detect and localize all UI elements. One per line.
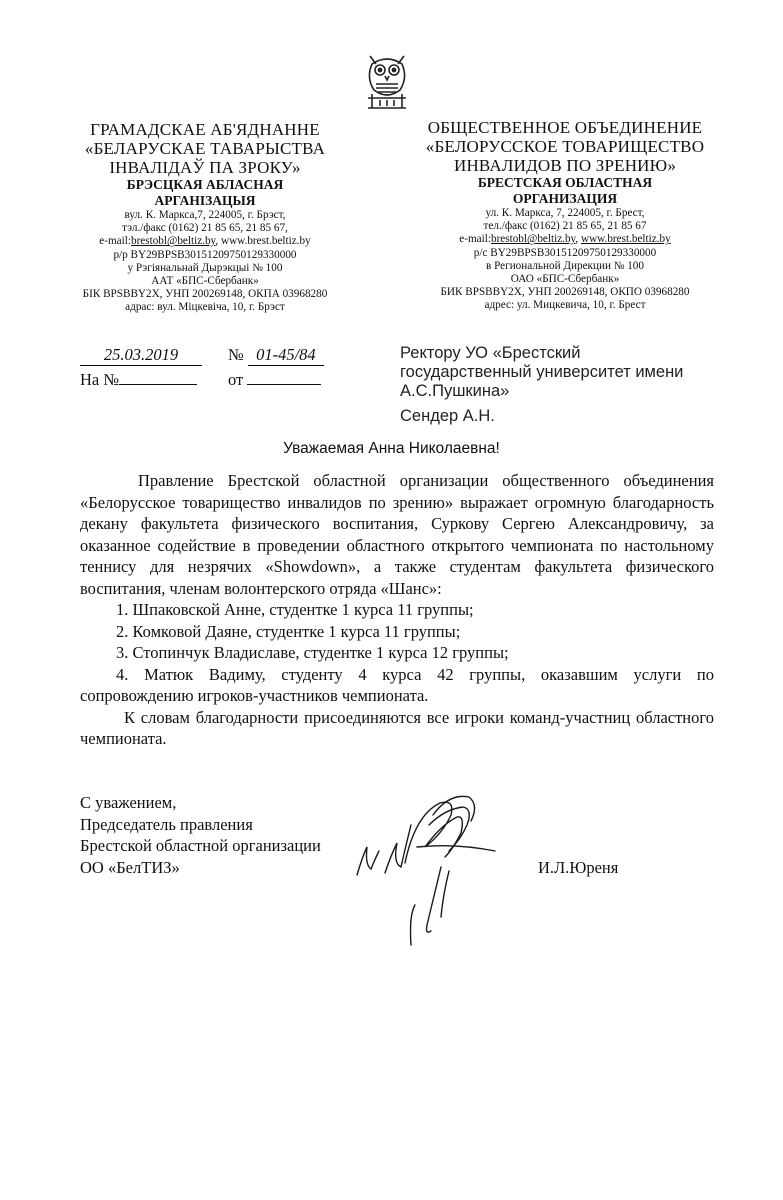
addressee-line1: Ректору УО «Брестский [400, 344, 581, 362]
outgoing-date: 25.03.2019 [80, 345, 202, 366]
left-bank-directorate: у Рэгіянальнай Дырэкцыі № 100 [127, 261, 283, 274]
list-item: 1. Шпаковской Анне, студентке 1 курса 11 группы; [116, 600, 474, 619]
owl-logo-icon [362, 50, 412, 112]
left-phone: тэл./факс (0162) 21 85 65, 21 85 67, [122, 222, 288, 235]
letter-body [80, 470, 714, 750]
outgoing-number-row [228, 345, 324, 366]
addressee-name: Сендер А.Н. [400, 407, 495, 425]
from-row [228, 368, 321, 390]
right-letterhead [400, 118, 730, 313]
right-address: ул. К. Маркса, 7, 224005, г. Брест, [485, 207, 645, 219]
handwritten-signature-icon [345, 785, 505, 950]
outgoing-number: 01-45/84 [248, 345, 324, 366]
signature-block [80, 792, 321, 878]
right-contacts [400, 233, 730, 246]
closing-line: С уважением, [80, 793, 177, 812]
right-phone: тел./факс (0162) 21 85 65, 21 85 67 [483, 220, 647, 233]
body-paragraph-2: К словам благодарности присоединяются все игроки команд-участниц областного чемпионата. [80, 707, 714, 748]
left-bank-name: ААТ «БПС-Сбербанк» [151, 275, 259, 288]
reference-row [80, 368, 197, 390]
list-item: 2. Комковой Даяне, студентке 1 курса 11 группы; [116, 621, 461, 641]
addressee-line2: государственный университет имени [400, 363, 684, 381]
left-contacts [40, 235, 370, 248]
body-paragraph-1: Правление Брестской областной организации общественного объединения «Белорусское товарищество инвалидов по зрению» выражает огромную благодарность декану факультета физического воспитания, Суркову Сергею Александровичу, за оказанное содействие в проведении областного открытого чемпионата по настольному теннису для незрячих «Showdown», а также студентам факультета физического воспитания, членам волонтерского отряда «Шанс»: [80, 471, 714, 598]
number-label: № [228, 345, 244, 364]
list-item: 4. Матюк Вадиму, студенту 4 курса 42 группы, оказавшим услуги по сопровождению игроков-участников чемпионата. [80, 664, 714, 705]
left-org-line3: ІНВАЛІДАЎ ПА ЗРОКУ» [109, 158, 301, 177]
reference-blank [119, 368, 197, 385]
signer-position: Председатель правления [80, 814, 253, 834]
from-blank [247, 368, 321, 385]
left-org-line2: «БЕЛАРУСКАЕ ТАВАРЫСТВА [84, 139, 326, 158]
left-website: , www.brest.beltiz.by [215, 235, 311, 248]
addressee-block [400, 344, 683, 426]
greeting: Уважаемая Анна Николаевна! [283, 440, 500, 457]
addressee-line3: А.С.Пушкина» [400, 382, 510, 400]
right-account: р/с BY29BPSB30151209750129330000 [473, 246, 657, 259]
left-org-line1: ГРАМАДСКАЕ АБ'ЯДНАННЕ [90, 120, 320, 139]
right-email-link[interactable]: brestobl@beltiz.by [490, 233, 576, 246]
signer-name: И.Л.Юреня [538, 858, 619, 877]
left-postal-address: адрас: вул. Міцкевіча, 10, г. Брэст [125, 301, 285, 314]
right-org-line1: ОБЩЕСТВЕННОЕ ОБЪЕДИНЕНИЕ [427, 118, 703, 137]
from-label: от [228, 370, 244, 389]
right-org-line2: «БЕЛОРУССКОЕ ТОВАРИЩЕСТВО [425, 137, 705, 156]
right-bank-name: ОАО «БПС-Сбербанк» [510, 273, 620, 286]
signer-organization: Брестской областной организации [80, 836, 321, 855]
right-website-link[interactable]: www.brest.beltiz.by [581, 233, 671, 246]
left-bank-codes: БІК BPSBBY2X, УНП 200269148, ОКПА 03968280 [82, 288, 328, 301]
right-email-label: e-mail: [459, 233, 491, 246]
right-org-branch1: БРЕСТСКАЯ ОБЛАСТНАЯ [477, 175, 653, 190]
right-bank-codes: БИК BPSBBY2X, УНП 200269148, ОКПО 03968280 [440, 286, 690, 299]
right-org-line3: ИНВАЛИДОВ ПО ЗРЕНИЮ» [453, 156, 677, 175]
right-bank-directorate: в Региональной Дирекции № 100 [485, 259, 644, 272]
right-postal-address: адрес: ул. Мицкевича, 10, г. Брест [484, 299, 646, 312]
left-address: вул. К. Маркса,7, 224005, г. Брэст, [124, 209, 286, 221]
left-org-branch2: АРГАНІЗАЦЫЯ [154, 193, 256, 208]
right-separator: , [575, 233, 582, 246]
left-email-link[interactable]: brestobl@beltiz.by [130, 235, 216, 248]
left-org-branch1: БРЭСЦКАЯ АБЛАСНАЯ [126, 177, 284, 192]
right-org-branch2: ОРГАНИЗАЦИЯ [512, 191, 618, 206]
left-email-label: e-mail: [99, 235, 131, 248]
left-letterhead [40, 120, 370, 315]
signer-org-short: ОО «БелТИЗ» [80, 857, 180, 877]
list-item: 3. Стопинчук Владиславе, студентке 1 курса 12 группы; [116, 643, 509, 662]
left-account: р/р BY29BPSB30151209750129330000 [113, 248, 297, 261]
outgoing-date-row [80, 345, 202, 366]
reference-label: На № [80, 370, 120, 389]
